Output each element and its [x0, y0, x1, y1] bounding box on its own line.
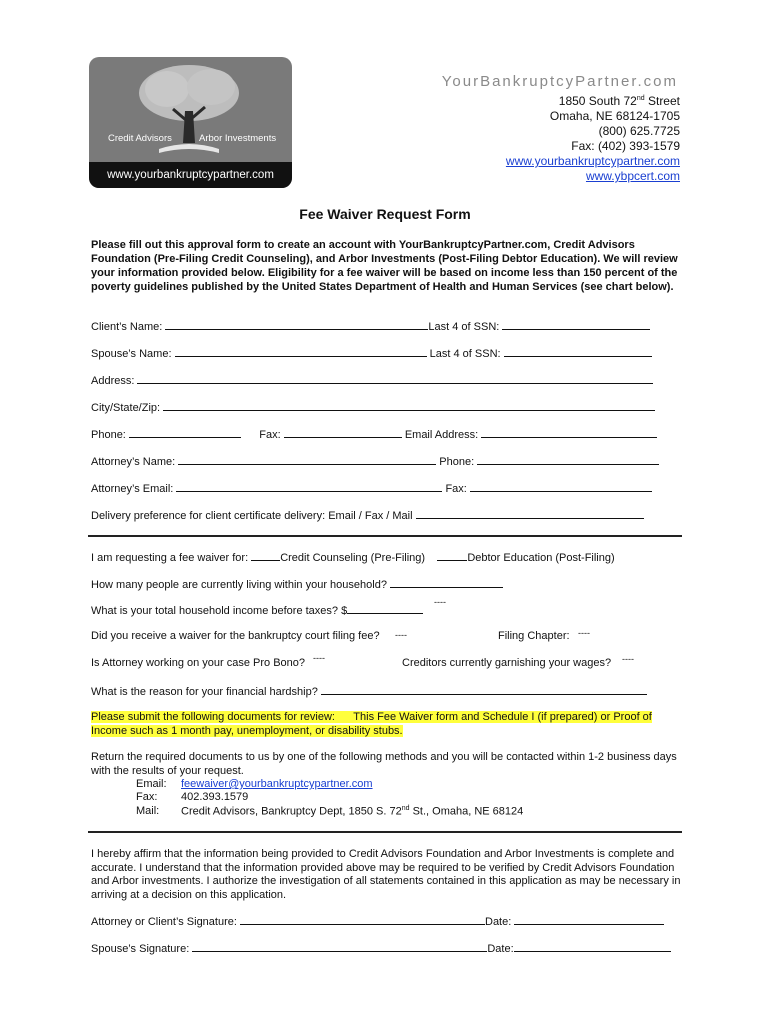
household-income-field[interactable] [347, 603, 423, 614]
email-address-label: Email Address: [404, 429, 479, 441]
attorney-client-signature-row [91, 914, 664, 928]
household-people-field[interactable] [390, 577, 503, 588]
household-income-label: What is your total household income before taxes? $ [91, 605, 348, 617]
spouse-signature-label: Spouse’s Signature: [91, 943, 190, 955]
date-label: Date: [485, 916, 512, 928]
form-title: Fee Waiver Request Form [299, 206, 471, 222]
attorney-fax-field[interactable] [470, 481, 652, 492]
spouse-ssn-field[interactable] [504, 346, 652, 357]
phone-field[interactable] [129, 427, 241, 438]
header-phone: (800) 625.7725 [598, 124, 680, 138]
logo [89, 57, 292, 188]
attorney-client-signature-field[interactable] [240, 914, 485, 925]
client-name-field[interactable] [165, 319, 428, 330]
delivery-field[interactable] [416, 508, 644, 519]
city-address: Omaha, NE 68124-1705 [549, 109, 680, 123]
hardship-label: What is the reason for your financial hardship? [91, 686, 318, 698]
pro-bono-row [91, 657, 305, 669]
fax-label: Fax: [259, 429, 281, 441]
address-label: Address: [91, 375, 135, 387]
delivery-row [91, 508, 644, 522]
requesting-row [91, 550, 615, 564]
attorney-name-row [91, 454, 659, 468]
household-people-row [91, 577, 503, 591]
household-income-row [91, 603, 423, 617]
contact-row [91, 427, 657, 441]
pro-bono-label: Is Attorney working on your case Pro Bono? [91, 657, 306, 669]
return-fax-label: Fax: [136, 791, 158, 803]
return-instructions: Return the required documents to us by one of the following methods and you will be contacted within 1-2 business days with the results of your request. [91, 751, 677, 777]
client-ssn-field[interactable] [502, 319, 650, 330]
spouse-date-label: Date: [487, 943, 514, 955]
pro-bono-dashes[interactable]: ---- [313, 653, 325, 663]
logo-left-text: Credit Advisors [108, 133, 172, 144]
debtor-education-option: Debtor Education (Post-Filing) [467, 552, 615, 564]
address-field[interactable] [137, 373, 653, 384]
logo-right-text: Arbor Investments [199, 133, 277, 144]
spouse-signature-field[interactable] [192, 941, 487, 952]
cert-website-link[interactable]: www.ybpcert.com [585, 169, 680, 183]
income-dashes: ---- [434, 597, 446, 607]
spouse-ssn-label: Last 4 of SSN: [429, 348, 501, 360]
affirmation-text: I hereby affirm that the information being provided to Credit Advisors Foundation and Arbor Investments is complete and accurate. I understand that the information provided above may be required to be verified by Credit Advisors Foundation and Arbor investments. I authorize the investigation of all statements contained in this application as may be necessary in arriving at a decision on this application. [91, 848, 681, 901]
attorney-email-label: Attorney’s Email: [91, 483, 174, 495]
filing-chapter-label: Filing Chapter: [498, 630, 570, 642]
attorney-email-row [91, 481, 652, 495]
attorney-client-signature-label: Attorney or Client’s Signature: [91, 916, 237, 928]
logo-url: www.yourbankruptcypartner.com [89, 162, 292, 188]
court-waiver-label: Did you receive a waiver for the bankruptcy court filing fee? [91, 630, 380, 642]
header-fax: Fax: (402) 393-1579 [571, 139, 680, 153]
debtor-education-blank[interactable] [437, 550, 467, 561]
attorney-phone-label: Phone: [439, 456, 475, 468]
spouse-date-field[interactable] [514, 941, 671, 952]
address-row [91, 373, 653, 387]
hardship-field[interactable] [321, 684, 647, 695]
website-link[interactable]: www.yourbankruptcypartner.com [505, 154, 680, 168]
credit-counseling-blank[interactable] [251, 550, 280, 561]
intro-text: Please fill out this approval form to create an account with YourBankruptcyPartner.com, Credit Advisors Foundation (Pre-Filing Credit Counseling), and Arbor Investments (Post-Filing Debtor Education). We will review your information provided below. Eligibility for a fee waiver will be based on income less than 150 percent of the poverty guidelines published by the United States Department of Health and Human Services (see chart below). [91, 239, 678, 293]
attorney-phone-field[interactable] [477, 454, 659, 465]
return-email-link[interactable]: feewaiver@yourbankruptcypartner.com [181, 778, 373, 790]
spouse-name-label: Spouse’s Name: [91, 348, 172, 360]
spouse-name-row [91, 346, 652, 360]
attorney-email-field[interactable] [176, 481, 442, 492]
documents-note-line2: Income such as 1 month pay, unemployment, or disability stubs. [91, 725, 403, 737]
site-name: YourBankruptcyPartner.com [441, 73, 678, 90]
household-people-label: How many people are currently living within your household? [91, 579, 387, 591]
court-waiver-row [91, 630, 380, 642]
return-email-label: Email: [136, 778, 167, 790]
attorney-name-field[interactable] [178, 454, 436, 465]
city-state-zip-label: City/State/Zip: [91, 402, 161, 414]
attorney-name-label: Attorney’s Name: [91, 456, 176, 468]
credit-counseling-option: Credit Counseling (Pre-Filing) [280, 552, 426, 564]
fax-field[interactable] [284, 427, 402, 438]
attorney-fax-label: Fax: [445, 483, 467, 495]
requesting-label: I am requesting a fee waiver for: [91, 552, 252, 564]
city-state-zip-row [91, 400, 655, 414]
spouse-name-field[interactable] [175, 346, 427, 357]
documents-note-line1: Please submit the following documents for review: This Fee Waiver form and Schedule I (if prepared) or Proof of [91, 711, 652, 723]
tree-icon [129, 61, 249, 161]
client-name-row [91, 319, 650, 333]
garnishing-dashes[interactable]: ---- [622, 654, 634, 664]
section-divider-2 [88, 831, 682, 833]
delivery-label: Delivery preference for client certificate delivery: Email / Fax / Mail [91, 510, 413, 522]
client-name-label: Client’s Name: [91, 321, 163, 333]
section-divider [88, 535, 682, 537]
email-address-field[interactable] [481, 427, 657, 438]
city-state-zip-field[interactable] [163, 400, 655, 411]
return-mail-value: Credit Advisors, Bankruptcy Dept, 1850 S. 72nd St., Omaha, NE 68124 [181, 805, 524, 818]
street-address: 1850 South 72nd Street [558, 94, 680, 108]
phone-label: Phone: [91, 429, 126, 441]
hardship-row [91, 684, 647, 698]
return-fax-value: 402.393.1579 [181, 791, 249, 803]
ssn-label: Last 4 of SSN: [428, 321, 500, 333]
signature-date-field[interactable] [514, 914, 664, 925]
garnishing-label: Creditors currently garnishing your wages? [402, 657, 612, 669]
spouse-signature-row [91, 941, 671, 955]
return-mail-label: Mail: [136, 805, 160, 817]
court-waiver-dashes[interactable]: ---- [395, 630, 407, 640]
filing-chapter-dashes[interactable]: ---- [578, 628, 590, 638]
